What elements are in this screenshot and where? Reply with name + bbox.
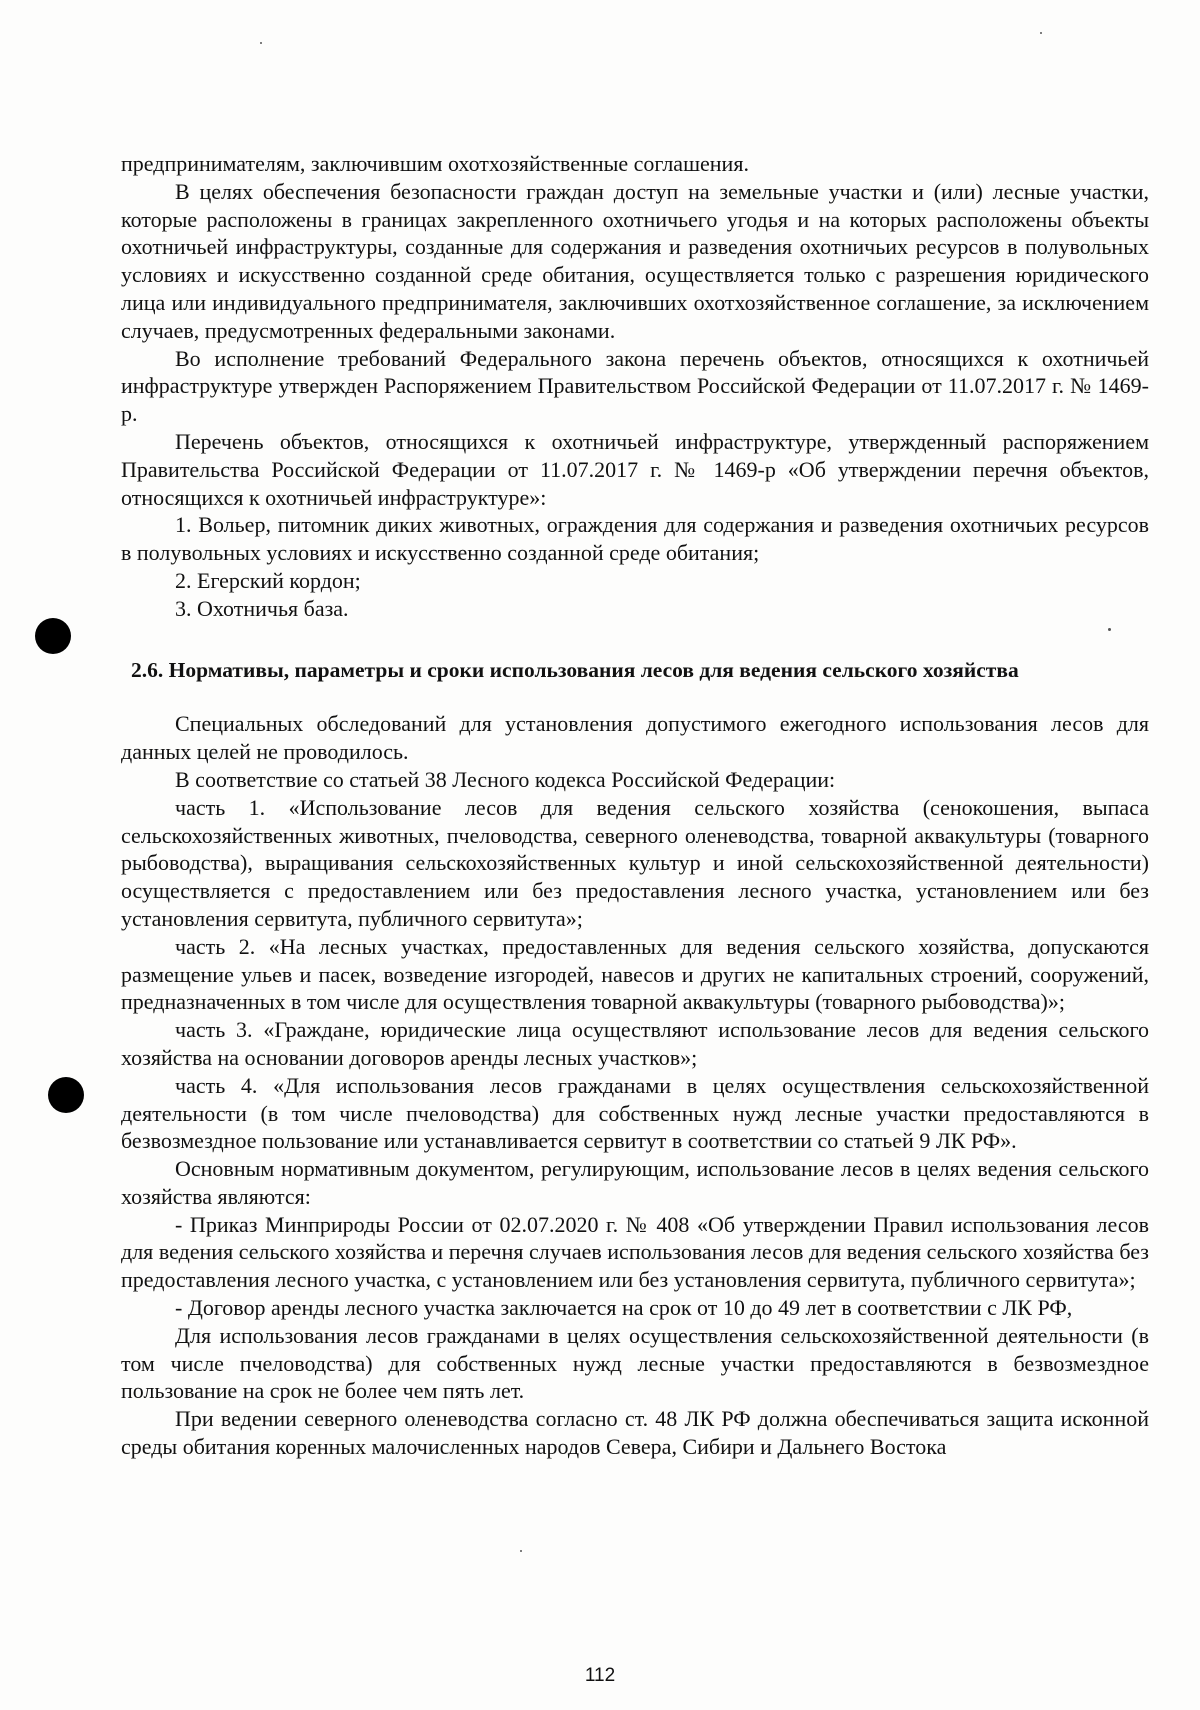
list-item: - Договор аренды лесного участка заключается на срок от 10 до 49 лет в соответствии с ЛК РФ, (175, 1295, 1073, 1321)
page-number: 112 (584, 1665, 616, 1686)
paragraph: Специальных обследований для установления допустимого ежегодного использования лесов для данных целей не проводилось. (121, 711, 1149, 765)
paragraph: часть 2. «На лесных участках, предоставленных для ведения сельского хозяйства, допускаются размещение ульев и пасек, возведение изгородей, навесов и других не капитальных строений, сооружений, предназначенных в том числе для осуществления товарной аквакультуры (товарного рыбоводства)»; (121, 933, 1149, 1015)
paragraph: часть 4. «Для использования лесов гражданами в целях осуществления сельскохозяйственной деятельности (в том числе пчеловодства) для собственных нужд лесные участки предоставляются в безвозмездное пользование или устанавливается сервитут в соответствии со статьей 9 ЛК РФ». (121, 1072, 1149, 1154)
paragraph: Основным нормативным документом, регулирующим, использование лесов в целях ведения сельского хозяйства являются: (121, 1156, 1149, 1209)
list-item: 3. Охотничья база. (175, 595, 349, 621)
paragraph: В целях обеспечения безопасности граждан доступ на земельные участки и (или) лесные участки, которые расположены в границах закрепленного охотничьего угодья и на которых расположены объекты охотничьей инфраструктуры, созданные для содержания и разведения охотничьих ресурсов в полувольных условиях и искусственно созданной среде обитания, осуществляется только с разрешения юридического лица или индивидуального предпринимателя, заключивших охотхозяйственное соглашение, за исключением случаев, предусмотренных федеральными законами. (121, 178, 1149, 343)
paragraph: Для использования лесов гражданами в целях осуществления сельскохозяйственной деятельности (в том числе пчеловодства) для собственных нужд лесные участки предоставляются в безвозмездное пользование на срок не более чем пять лет. (121, 1322, 1149, 1404)
list-item: - Приказ Минприроды России от 02.07.2020 г. № 408 «Об утверждении Правил использования лесов для ведения сельского хозяйства и перечня случаев использования лесов для ведения сельского хозяйства без предоставления лесного участка, с установлением или без установления сервитута, публичного сервитута»; (121, 1211, 1149, 1293)
scan-speck (520, 1550, 522, 1552)
document-body (121, 150, 1149, 1461)
list-item: 2. Егерский кордон; (175, 567, 361, 593)
scan-speck (1040, 32, 1042, 34)
section-heading: 2.6. Нормативы, параметры и сроки использования лесов для ведения сельского хозяйства (131, 657, 1019, 682)
punch-hole-upper (35, 618, 71, 654)
paragraph: Во исполнение требований Федерального закона перечень объектов, относящихся к охотничьей инфраструктуре утвержден Распоряжением Правительством Российской Федерации от 11.07.2017 г. № 1469-р. (121, 345, 1149, 427)
list-item: 1. Вольер, питомник диких животных, ограждения для содержания и разведения охотничьих ресурсов в полувольных условиях и искусственно созданной среде обитания; (121, 512, 1149, 566)
paragraph: предпринимателям, заключившим охотхозяйственные соглашения. (121, 151, 749, 176)
punch-hole-lower (48, 1077, 84, 1113)
paragraph: часть 1. «Использование лесов для ведения сельского хозяйства (сенокошения, выпаса сельскохозяйственных животных, пчеловодства, северного оленеводства, товарной аквакультуры (товарного рыбоводства), выращивания сельскохозяйственных культур и иной сельскохозяйственной деятельности) осуществляется с предоставлением или без предоставления лесного участка, установлением или без установления сервитута, публичного сервитута»; (121, 794, 1149, 931)
paragraph: В соответствие со статьей 38 Лесного кодекса Российской Федерации: (175, 766, 836, 792)
scan-speck (260, 42, 262, 44)
paragraph: Перечень объектов, относящихся к охотничьей инфраструктуре, утвержденный распоряжением Правительства Российской Федерации от 11.07.2017 г. № 1469-р «Об утверждении перечня объектов, относящихся к охотничьей инфраструктуре»: (121, 428, 1149, 510)
paragraph: При ведении северного оленеводства согласно ст. 48 ЛК РФ должна обеспечиваться защита исконной среды обитания коренных малочисленных народов Севера, Сибири и Дальнего Востока (121, 1406, 1149, 1460)
paragraph: часть 3. «Граждане, юридические лица осуществляют использование лесов для ведения сельского хозяйства на основании договоров аренды лесных участков»; (121, 1017, 1149, 1070)
